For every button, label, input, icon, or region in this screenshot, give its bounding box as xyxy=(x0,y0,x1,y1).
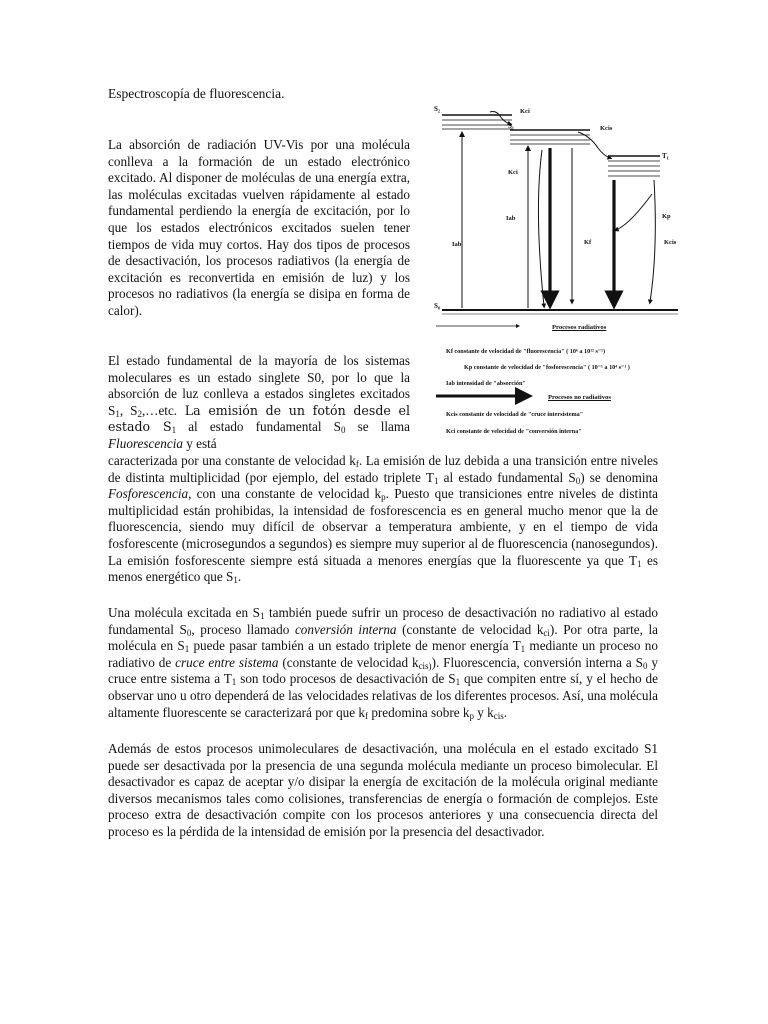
paragraph-internal-conversion: Una molécula excitada en $S_1$ también puede sufrir un proceso de desactivación no radiativo al estado fundamental $S_0$, proceso llamado conversión interna (constante de velocidad $k_{ci}$). Por otra parte, la molécula en $S_1$ puede pasar también a un estado triplete de menor energía $T_1$ mediante un proceso no radiativo de cruce entre sistema (constante de velocidad $k_{cis)}$). Fluorescencia, conversión interna a $S_0$ y cruce entre sistema a $T_1$ son todo procesos de desactivación de $S_1$ que compiten entre sí, y el hecho de observar uno u otro dependerá de las velocidades relativas de los diferentes procesos. Así, una molécula altamente fluorescente se caracterizará por que $k_f$ predomina sobre $k_p$ y $k_{cis}$. xyxy=(108,605,659,721)
internal-conversion-arrow-top xyxy=(490,112,510,125)
t1-s0-crossing-arrow xyxy=(650,180,655,302)
label-s0: S₀ xyxy=(434,302,440,310)
paragraph-bimolecular: Además de estos procesos unimoleculares de desactivación, una molécula en el estado excitado S1 puede ser desactivada por la presencia de una segunda molécula mediante un proceso bimolecular. El desactivador es capaz de aceptar y/o disipar la energía de excitación de la molécula original mediante diversos mecanismos tales como colisiones, transferencias de energía o formación de complejos. Este proceso extra de desactivación compite con los procesos anteriores y una consecuencia directa del proceso es la pérdida de la intensidad de emisión por la presencia del desactivador. xyxy=(108,741,658,839)
paragraph-ground-state: El estado fundamental de la mayoría de los sistemas moleculares es un estado singlete S0, por lo que la absorción de luz conlleva a estados singletes excitados $S_1$, $S_2,\dots etc$. La emisión de un fotón desde el estado $S_1$ al estado fundamental $S_0$ se llama Fluorescencia y está xyxy=(108,353,411,451)
t1-levels xyxy=(608,156,660,176)
paragraph-phosphorescence: caracterizada por una constante de velocidad $k_f$. La emisión de luz debida a una transición entre niveles de distinta multiplicidad (por ejemplo, del estado triplete $T_1$ al estado fundamental $S_0$) se denomina Fosforescencia, con una constante de velocidad $k_p$. Puesto que transiciones entre niveles de distinta multiplicidad están prohibidas, la intensidad de fosforescencia es en general mucho menor que la de fluorescencia, siendo muy difícil de observar a temperatura ambiente, y en el tiempo de vida fosforescente (microsegundos a segundos) es siempre muy superior al de fluorescencia (nanosegundos). La emisión fosforescente siempre está situada a menores energías que la fluorescente ya que $T_1$ es menos energético que $S_1$. xyxy=(108,453,659,586)
intersystem-crossing-arrow xyxy=(578,132,610,158)
legend-kf: Kf constante de velocidad de "fluorescencia" ( 10⁶ a 10¹² s⁻¹) xyxy=(446,348,606,355)
label-kf: Kf xyxy=(584,239,592,246)
label-kci: Kci xyxy=(508,169,518,176)
internal-conversion-arrow xyxy=(538,150,544,306)
label-kcis2: Kcis xyxy=(664,239,677,246)
legend-kci: Kci constante de velocidad de "conversión interna" xyxy=(446,428,582,435)
label-iab: Iab xyxy=(452,241,462,248)
kf-pointer-arrow xyxy=(616,194,652,230)
legend-nonradiative-heading: Procesos no radiativos xyxy=(548,394,611,401)
legend-kp: Kp constante de velocidad de "fosforescencia" ( 10⁻¹ a 10⁴ s⁻¹ ) xyxy=(464,364,630,371)
legend-radiative-heading: Procesos radiativos xyxy=(552,324,607,331)
label-kci-top: Kci xyxy=(520,108,530,115)
label-kcis: Kcis xyxy=(600,125,613,132)
legend-kcis: Kcis constante de velocidad de "cruce intersistema" xyxy=(446,411,584,418)
label-s1: S₁ xyxy=(508,122,514,130)
legend-iab: Iab intensidad de "absorción" xyxy=(446,380,526,387)
s0-level xyxy=(442,310,678,314)
label-kp: Kp xyxy=(662,213,671,220)
s2-levels xyxy=(442,115,512,129)
label-t1: T₁ xyxy=(662,152,669,160)
label-iab-arrow: Iab xyxy=(506,215,516,222)
page-title: Espectroscopía de fluorescencia. xyxy=(108,86,285,101)
paragraph-intro: La absorción de radiación UV-Vis por una molécula conlleva a la formación de un estado electrónico excitado. Al disponer de moléculas de una energía extra, las moléculas excitadas vuelven rápidamente al estado fundamental perdiendo la energía de excitación, por lo que los estados electrónicos excitados suelen tener tiempos de vida muy cortos. Hay dos tipos de procesos de desactivación, los procesos radiativos (la energía de excitación es reconvertida en emisión de luz) y los procesos no radiativos (la energía se disipa en forma de calor). xyxy=(108,137,410,318)
label-s2: S₂ xyxy=(434,105,440,113)
